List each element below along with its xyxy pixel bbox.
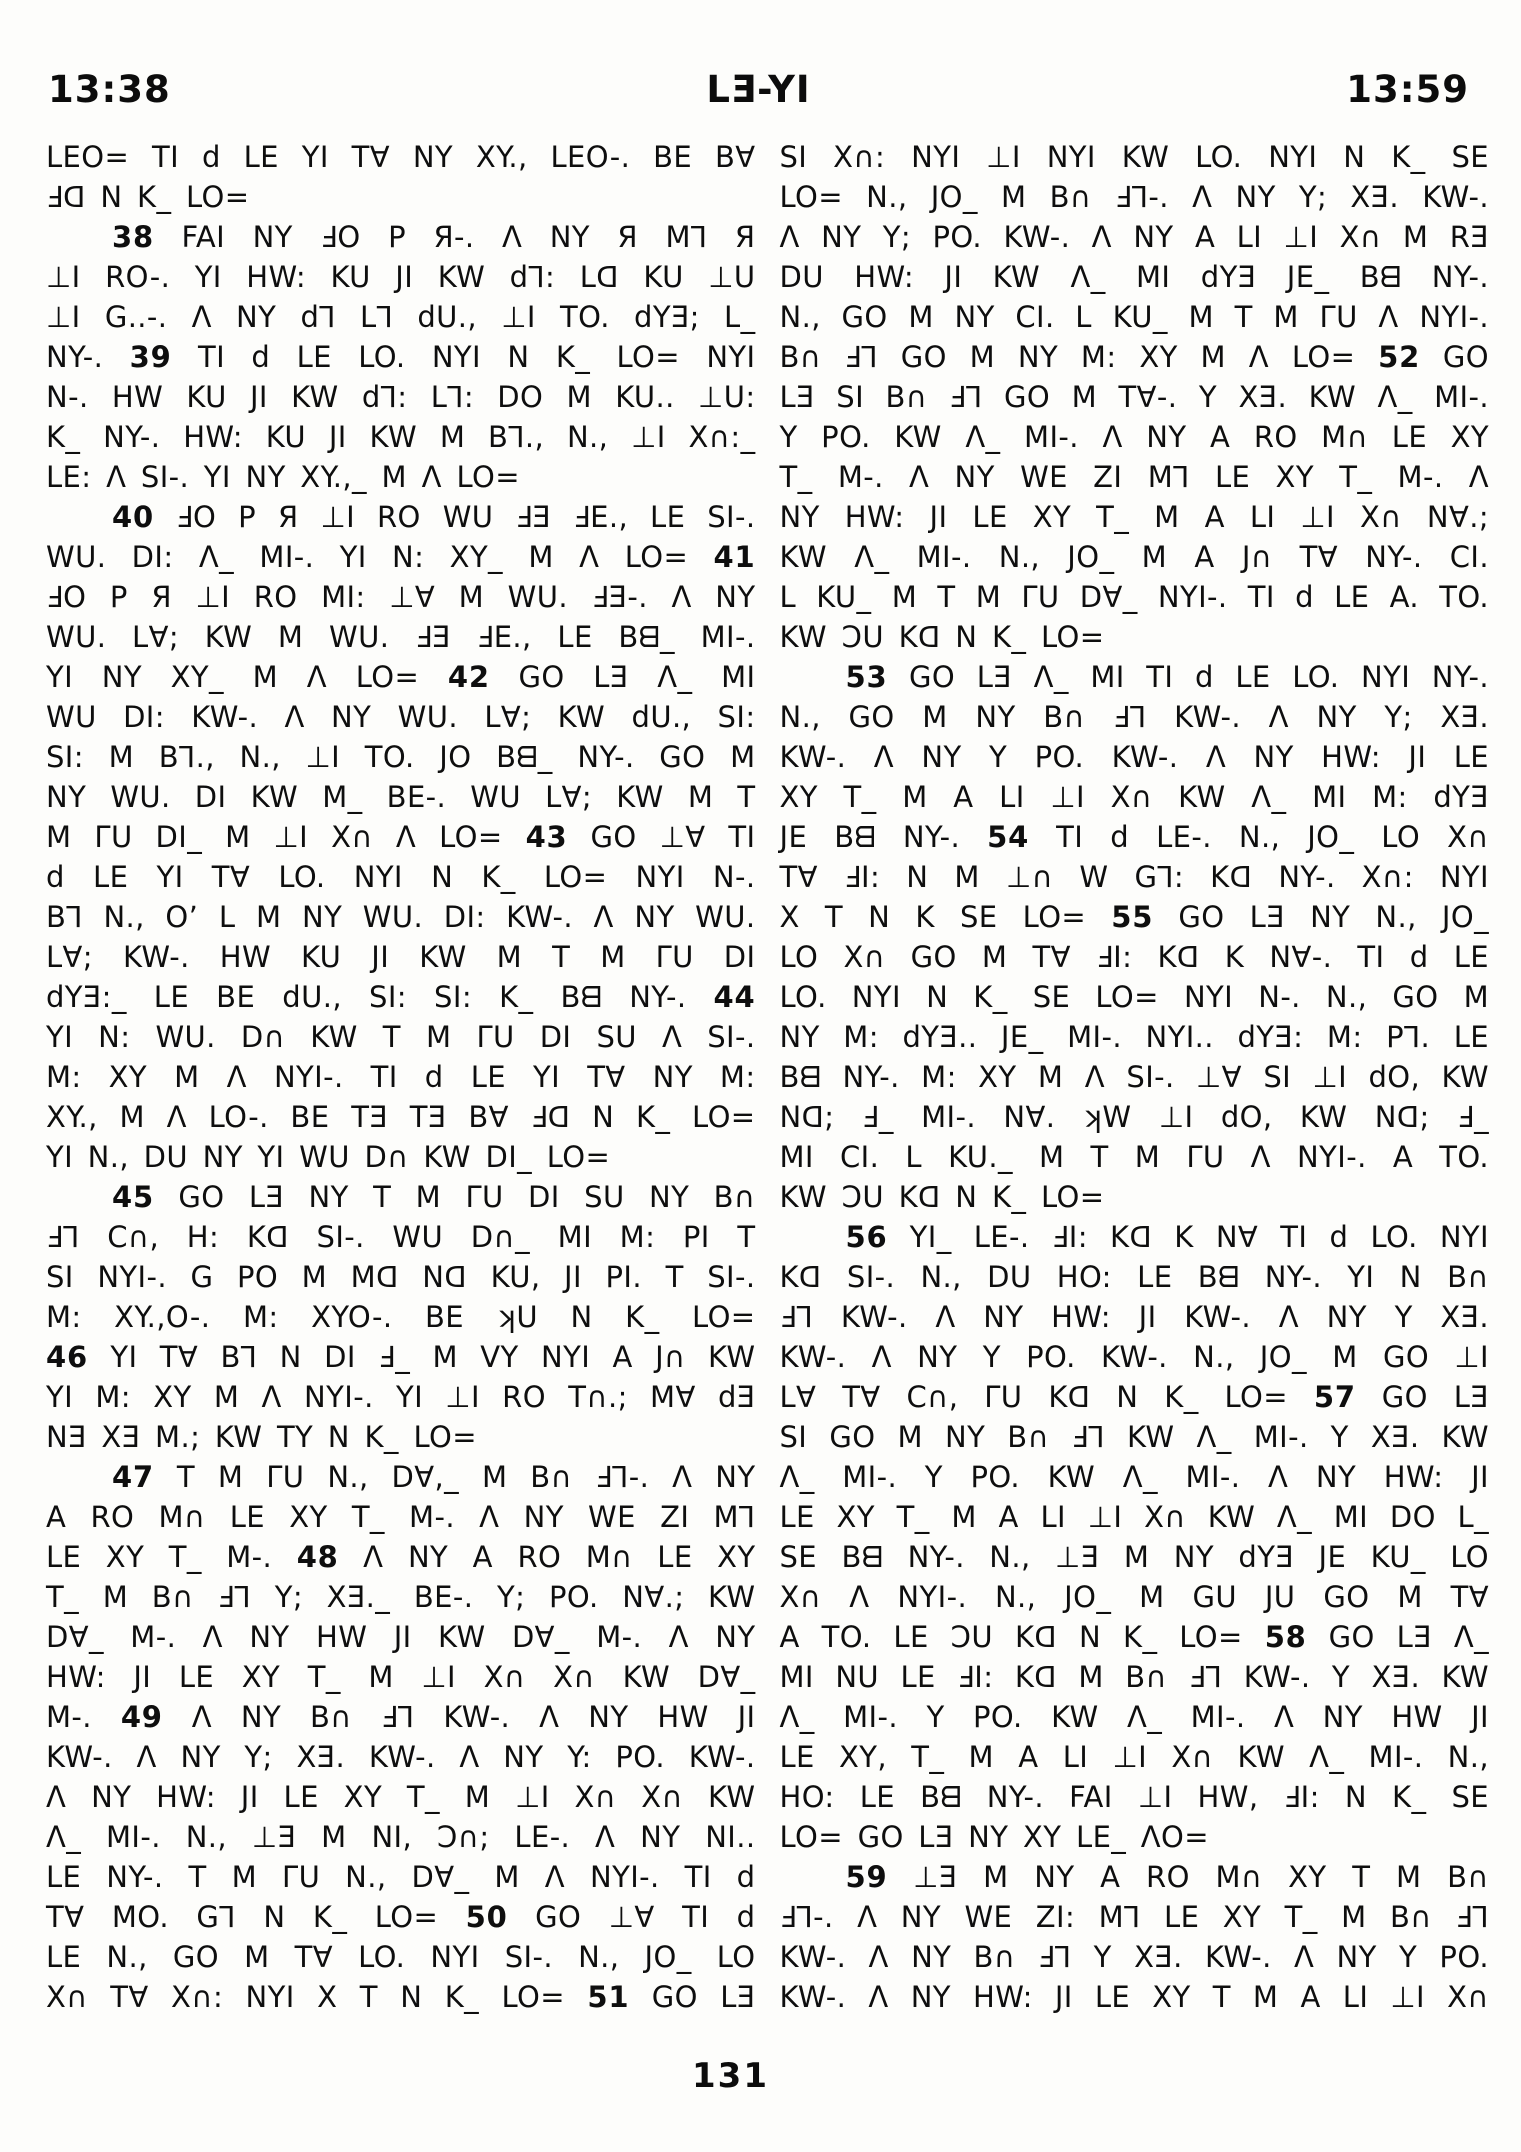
text-line: M: XY M Λ NYI-. TI d LE YI T∀ NY M: (46, 1060, 756, 1094)
text-line: NY-. 39 TI d LE LO. NYI N K_ LO= NYI (46, 340, 756, 374)
text-line: KW ƆU Kᗡ N K_ LO= (779, 620, 1105, 654)
text-line: NƎ XƎ M.; KW TY N K_ LO= (46, 1420, 477, 1454)
text-line: Ⅎ⅂-. Λ NY WE ZI: M⅂ LE XY T_ M B∩ Ⅎ⅂ (779, 1900, 1489, 1934)
text-line: ⊥I RO-. YI HW: KU JI KW d⅂: Lᗡ KU ⊥U (46, 260, 756, 294)
text-line: YI N., DU NY YI WU D∩ KW DI_ LO= (46, 1140, 611, 1174)
text-line: Bᗺ NY-. M: XY M Λ SI-. ⊥∀ SI ⊥I dO, KW (779, 1060, 1489, 1094)
text-line: WU. DI: Λ_ MI-. YI N: XY_ M Λ LO= 41 (46, 540, 756, 574)
page-number: 131 (692, 2056, 769, 2096)
text-line: SI GO M NY B∩ Ⅎ⅂ KW Λ_ MI-. Y XƎ. KW (779, 1420, 1489, 1454)
text-line: XY., M Λ LO-. BE TƎ TƎ B∀ Ⅎᗡ N K_ LO= (46, 1100, 756, 1134)
text-line: Ⅎ⅂ C∩, H: Kᗡ SI-. WU D∩_ MI M: PI T (46, 1220, 756, 1254)
text-line: 56 YI_ LE-. ℲI: Kᗡ K N∀ TI d LO. NYI (845, 1220, 1489, 1254)
text-line: M-. 49 Λ NY B∩ Ⅎ⅂ KW-. Λ NY HW JI (46, 1700, 756, 1734)
text-line: Ⅎᗡ N K_ LO= (46, 180, 250, 214)
text-line: M ΓU DI_ M ⊥I X∩ Λ LO= 43 GO ⊥∀ TI (46, 820, 756, 854)
text-line: LO. NYI N K_ SE LO= NYI N-. N., GO M (779, 980, 1489, 1014)
text-line: LE XY T_ M-. 48 Λ NY A RO M∩ LE XY (46, 1540, 756, 1574)
text-line: LO= N., JO_ M B∩ Ⅎ⅂-. Λ NY Y; XƎ. KW-. (779, 180, 1489, 214)
page-header (0, 0, 1521, 111)
text-line: L∀ T∀ C∩, ΓU Kᗡ N K_ LO= 57 GO LƎ (779, 1380, 1489, 1414)
text-line: JE Bᗺ NY-. 54 TI d LE-. N., JO_ LO X∩ (779, 820, 1489, 854)
text-line: ⊥I G..-. Λ NY d⅂ L⅂ dU., ⊥I TO. dYƎ; L_ (46, 300, 756, 334)
text-line: 38 FAI NY ℲO P Я-. Λ NY Я M⅂ Я (112, 220, 756, 254)
text-line: Λ_ MI-. Y PO. KW Λ_ MI-. Λ NY HW: JI (779, 1460, 1489, 1494)
text-line: YI NY XY_ M Λ LO= 42 GO LƎ Λ_ MI (46, 660, 756, 694)
text-line: KW-. Λ NY Y; XƎ. KW-. Λ NY Y: PO. KW-. (46, 1740, 756, 1774)
text-line: YI N: WU. D∩ KW T M ΓU DI SU Λ SI-. (46, 1020, 756, 1054)
text-line: NY HW: JI LE XY T_ M A LI ⊥I X∩ N∀.; (779, 500, 1489, 534)
text-line: Λ NY HW: JI LE XY T_ M ⊥I X∩ X∩ KW (46, 1780, 756, 1814)
text-body (0, 111, 1521, 2042)
text-line: X∩ T∀ X∩: NYI X T N K_ LO= 51 GO LƎ (46, 1980, 756, 2014)
text-line: WU DI: KW-. Λ NY WU. L∀; KW dU., SI: (46, 700, 756, 734)
text-line: MI NU LE ℲI: Kᗡ M B∩ Ⅎ⅂ KW-. Y XƎ. KW (779, 1660, 1489, 1694)
text-line: SI: M B⅂., N., ⊥I TO. JO Bᗺ_ NY-. GO M (46, 740, 756, 774)
text-line: K_ NY-. HW: KU JI KW M B⅂., N., ⊥I X∩:_ (46, 420, 756, 454)
text-line: T_ M B∩ Ⅎ⅂ Y; XƎ._ BE-. Y; PO. N∀.; KW (46, 1580, 756, 1614)
text-line: Λ_ MI-. N., ⊥Ǝ M NI, Ɔ∩; LE-. Λ NY NI.. (46, 1820, 756, 1854)
text-line: KW-. Λ NY Y PO. KW-. N., JO_ M GO ⊥I (779, 1340, 1489, 1374)
text-line: d LE YI T∀ LO. NYI N K_ LO= NYI N-. (46, 860, 756, 894)
text-line: LE XY T_ M A LI ⊥I X∩ KW Λ_ MI DO L_ (779, 1500, 1489, 1534)
text-line: LE N., GO M T∀ LO. NYI SI-. N., JO_ LO (46, 1940, 756, 1974)
text-line: WU. L∀; KW M WU. ℲƎ ℲE., LE Bᗺ_ MI-. (46, 620, 756, 654)
text-line: L∀; KW-. HW KU JI KW M T M ΓU DI (46, 940, 756, 974)
text-line: N-. HW KU JI KW d⅂: L⅂: DO M KU.. ⊥U: (46, 380, 756, 414)
text-line: X∩ Λ NYI-. N., JO_ M GU JU GO M T∀ (779, 1580, 1489, 1614)
text-line: T∀ MO. G⅂ N K_ LO= 50 GO ⊥∀ TI d (46, 1900, 756, 1934)
text-line: HW: JI LE XY T_ M ⊥I X∩ X∩ KW D∀_ (46, 1660, 756, 1694)
text-line: XY T_ M A LI ⊥I X∩ KW Λ_ MI M: dYƎ (779, 780, 1489, 814)
text-line: KW-. Λ NY Y PO. KW-. Λ NY HW: JI LE (779, 740, 1489, 774)
text-line: A RO M∩ LE XY T_ M-. Λ NY WE ZI M⅂ (46, 1500, 756, 1534)
text-line: T∀ ℲI: N M ⊥∩ W G⅂: Kᗡ NY-. X∩: NYI (779, 860, 1489, 894)
text-line: B⅂ N., O’ L M NY WU. DI: KW-. Λ NY WU. (46, 900, 756, 934)
text-line: DU HW: JI KW Λ_ MI dYƎ JE_ Bᗺ NY-. (779, 260, 1489, 294)
text-line: LO= GO LƎ NY XY LE_ ΛO= (779, 1820, 1209, 1854)
text-line: T_ M-. Λ NY WE ZI M⅂ LE XY T_ M-. Λ (779, 460, 1489, 494)
text-line: KW Λ_ MI-. N., JO_ M A J∩ T∀ NY-. CI. (779, 540, 1489, 574)
running-head-verse-start: 13:38 (48, 68, 171, 111)
text-line: NY WU. DI KW M_ BE-. WU L∀; KW M T (46, 780, 756, 814)
text-line: NY M: dYƎ.. JE_ MI-. NYI.. dYƎ: M: P⅂. LE (779, 1020, 1489, 1054)
running-head-verse-end: 13:59 (1346, 68, 1469, 111)
text-line: Y PO. KW Λ_ MI-. Λ NY A RO M∩ LE XY (779, 420, 1489, 454)
text-line: YI M: XY M Λ NYI-. YI ⊥I RO T∩.; M∀ dƎ (46, 1380, 756, 1414)
text-line: D∀_ M-. Λ NY HW JI KW D∀_ M-. Λ NY (46, 1620, 756, 1654)
text-line: LE XY, T_ M A LI ⊥I X∩ KW Λ_ MI-. N., (779, 1740, 1489, 1774)
text-line: LEO= TI d LE YI T∀ NY XY., LEO-. BE B∀ (46, 140, 756, 174)
text-line: Kᗡ SI-. N., DU HO: LE Bᗺ NY-. YI N B∩ (779, 1260, 1489, 1294)
text-column-left (46, 137, 756, 2042)
text-line: SI NYI-. G PO M Mᗡ Nᗡ KU, JI PI. T SI-. (46, 1260, 756, 1294)
text-line: MI CI. L KU._ M T M ΓU Λ NYI-. A TO. (779, 1140, 1489, 1174)
text-line: KW ƆU Kᗡ N K_ LO= (779, 1180, 1105, 1214)
text-line: 59 ⊥Ǝ M NY A RO M∩ XY T M B∩ (845, 1860, 1489, 1894)
text-line: LO X∩ GO M T∀ ℲI: Kᗡ K N∀-. TI d LE (779, 940, 1489, 974)
text-line: 45 GO LƎ NY T M ΓU DI SU NY B∩ (112, 1180, 756, 1214)
text-line: M: XY.,O-. M: XYO-. BE ʞU N K_ LO= (46, 1300, 756, 1334)
text-line: X T N K SE LO= 55 GO LƎ NY N., JO_ (779, 900, 1489, 934)
text-line: 47 T M ΓU N., D∀,_ M B∩ Ⅎ⅂-. Λ NY (112, 1460, 756, 1494)
text-line: L KU_ M T M ΓU D∀_ NYI-. TI d LE A. TO. (779, 580, 1489, 614)
text-line: SE Bᗺ NY-. N., ⊥Ǝ M NY dYƎ JE KU_ LO (779, 1540, 1489, 1574)
text-line: B∩ Ⅎ⅂ GO M NY M: XY M Λ LO= 52 GO (779, 340, 1489, 374)
text-line: LE NY-. T M ΓU N., D∀_ M Λ NYI-. TI d (46, 1860, 756, 1894)
text-line: 46 YI T∀ B⅂ N DI Ⅎ_ M VY NYI A J∩ KW (46, 1340, 756, 1374)
text-line: N., GO M NY CI. L KU_ M T M ΓU Λ NYI-. (779, 300, 1490, 334)
text-line: N., GO M NY B∩ Ⅎ⅂ KW-. Λ NY Y; XƎ. (779, 700, 1489, 734)
text-line: KW-. Λ NY B∩ Ⅎ⅂ Y XƎ. KW-. Λ NY Y PO. (779, 1940, 1489, 1974)
text-line: Nᗡ; Ⅎ_ MI-. N∀. ʞW ⊥I dO, KW Nᗡ; Ⅎ_ (779, 1100, 1489, 1134)
page-footer (0, 2042, 1521, 2152)
page-title: LƎ-YI (706, 68, 811, 111)
text-line: SI X∩: NYI ⊥I NYI KW LO. NYI N K_ SE (779, 140, 1489, 174)
text-line: 53 GO LƎ Λ_ MI TI d LE LO. NYI NY-. (845, 660, 1489, 694)
text-line: A TO. LE ƆU Kᗡ N K_ LO= 58 GO LƎ Λ_ (779, 1620, 1489, 1654)
text-line: Λ_ MI-. Y PO. KW Λ_ MI-. Λ NY HW JI (779, 1700, 1489, 1734)
text-line: ℲO P Я ⊥I RO MI: ⊥∀ M WU. ℲƎ-. Λ NY (46, 580, 756, 614)
text-column-right (780, 137, 1490, 2042)
text-line: HO: LE Bᗺ NY-. FAI ⊥I HW, ℲI: N K_ SE (779, 1780, 1489, 1814)
text-line: Ⅎ⅂ KW-. Λ NY HW: JI KW-. Λ NY Y XƎ. (779, 1300, 1489, 1334)
text-line: Λ NY Y; PO. KW-. Λ NY A LI ⊥I X∩ M RƎ (779, 220, 1489, 254)
text-line: dYƎ:_ LE BE dU., SI: SI: K_ Bᗺ NY-. 44 (46, 980, 756, 1014)
text-line: 40 ℲO P Я ⊥I RO WU ℲƎ ℲE., LE SI-. (112, 500, 756, 534)
text-line: LƎ SI B∩ Ⅎ⅂ GO M T∀-. Y XƎ. KW Λ_ MI-. (779, 380, 1489, 414)
text-line: KW-. Λ NY HW: JI LE XY T M A LI ⊥I X∩ (779, 1980, 1489, 2014)
text-line: LE: Λ SI-. YI NY XY.,_ M Λ LO= (46, 460, 520, 494)
